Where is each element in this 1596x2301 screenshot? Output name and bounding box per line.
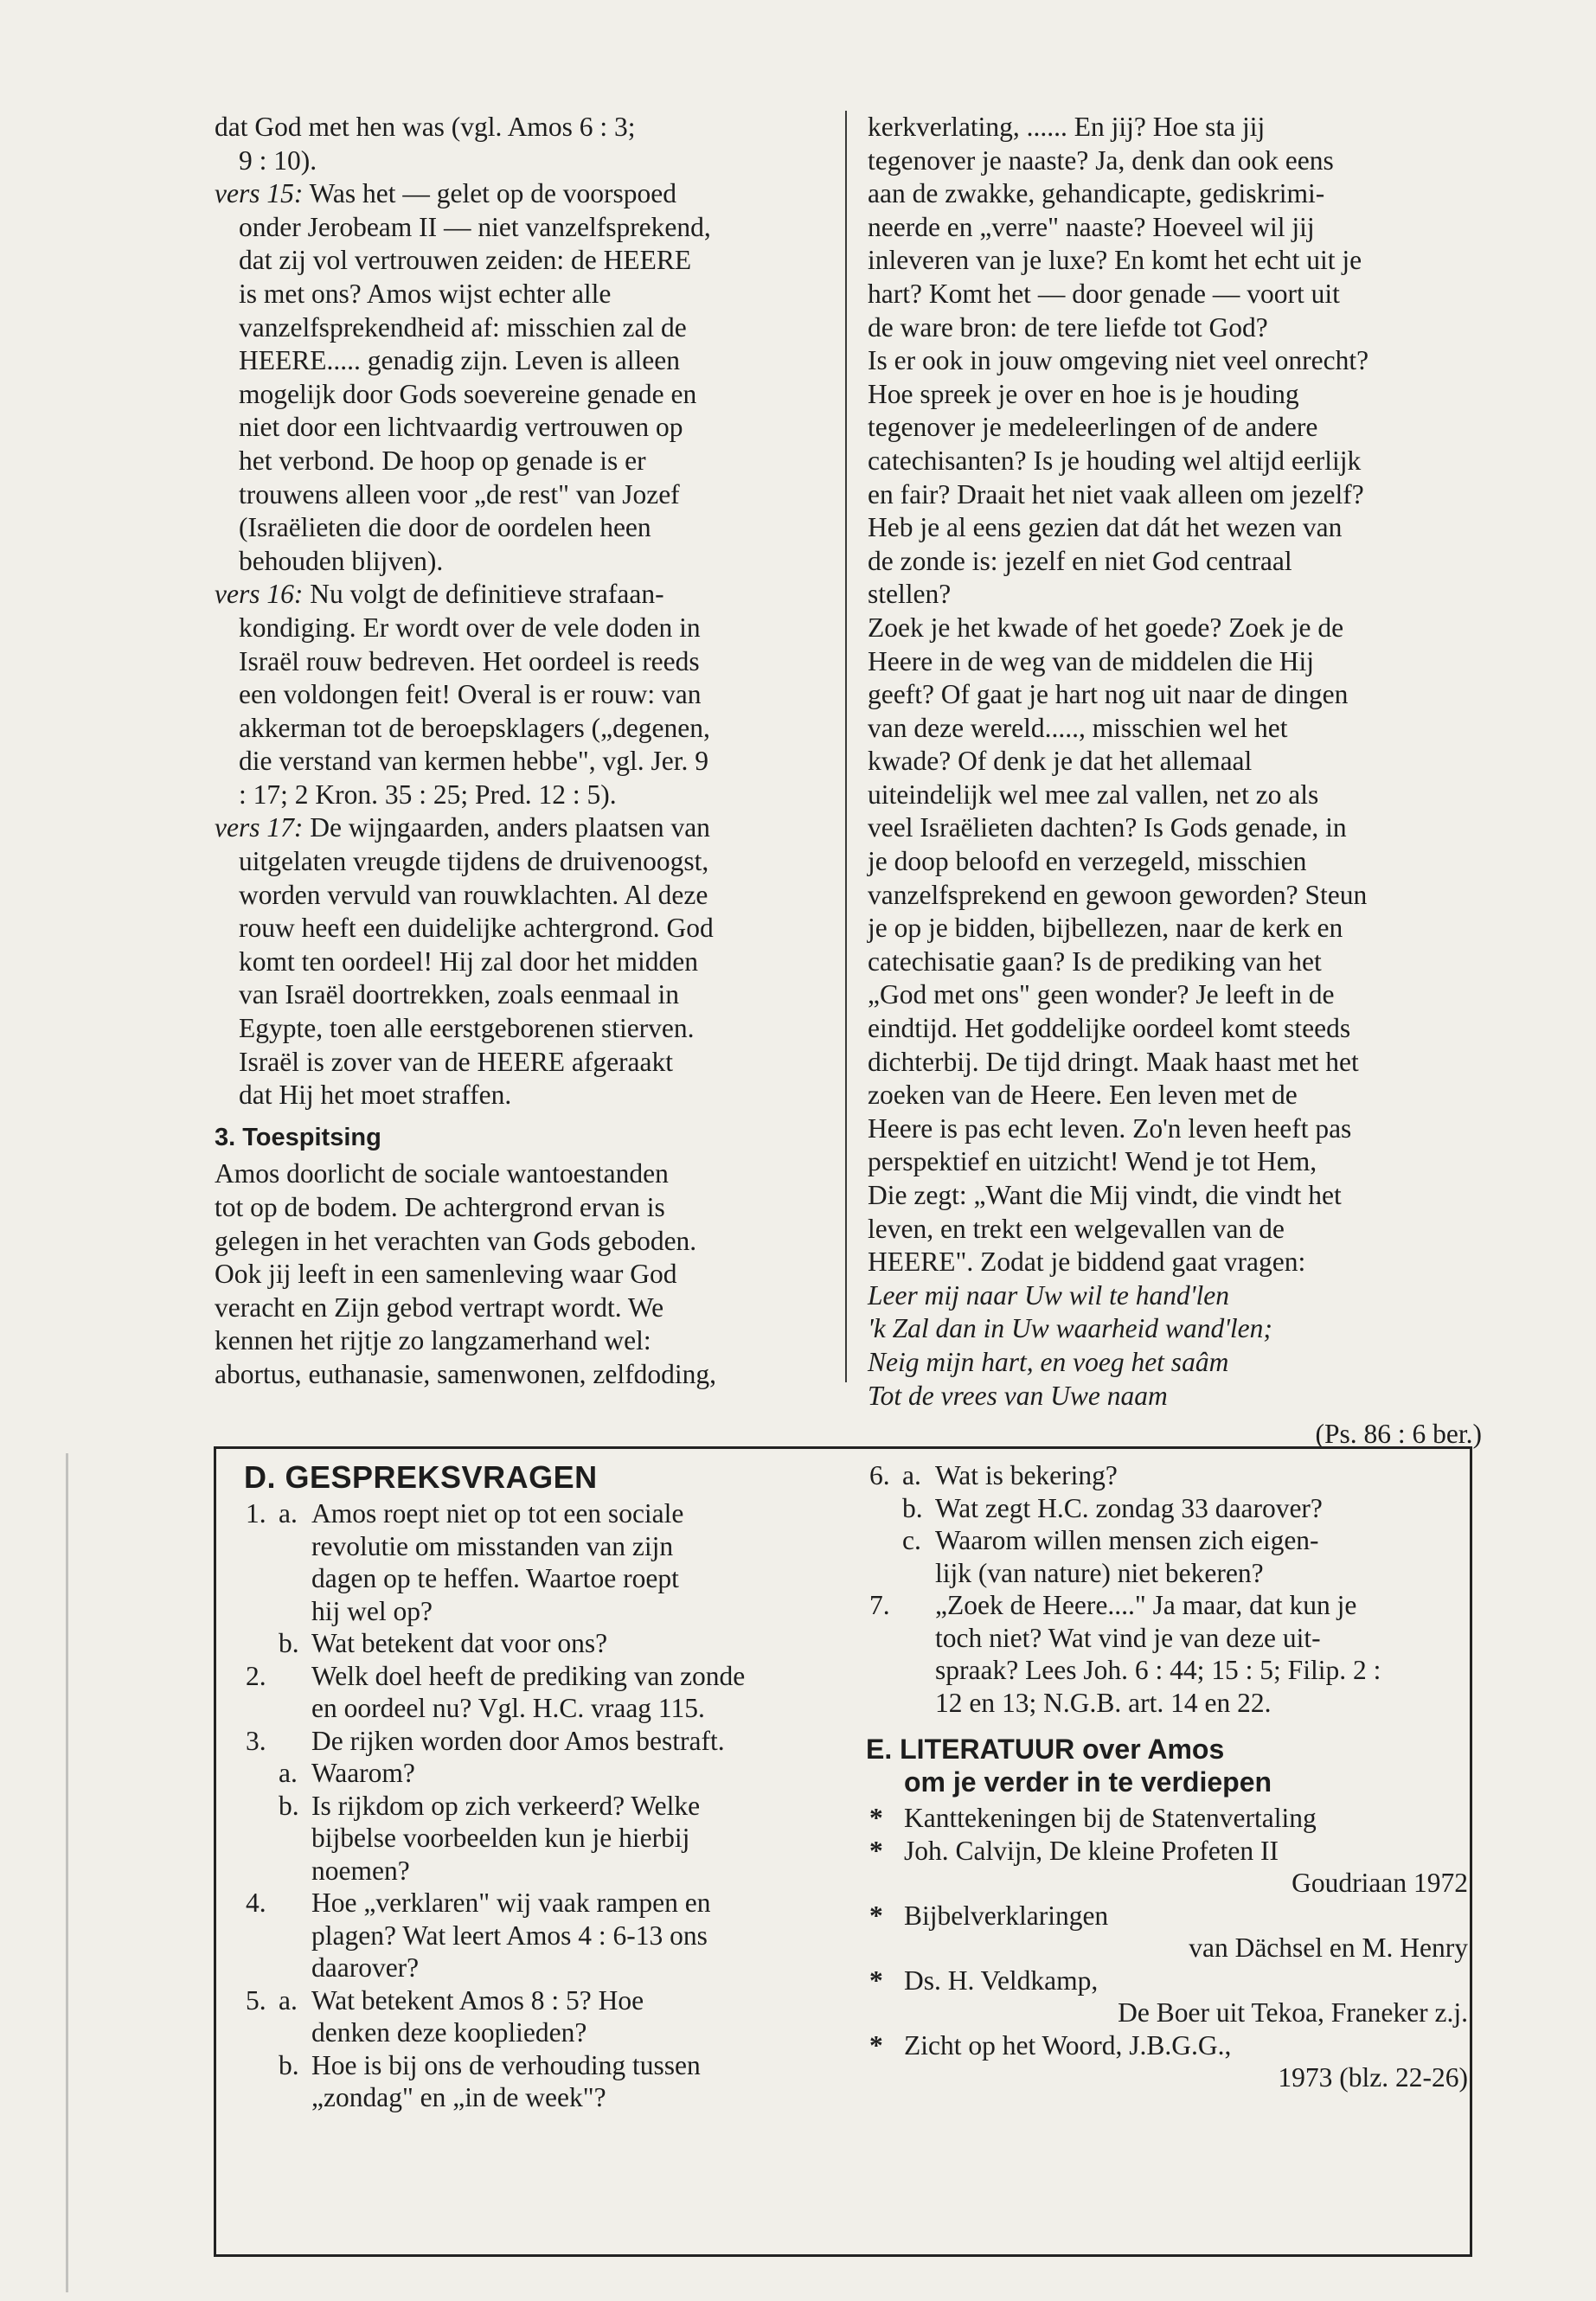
question-text: plagen? Wat leert Amos 4 : 6-13 ons: [311, 1920, 708, 1951]
poem-line: 'k Zal dan in Uw waarheid wand'len;: [868, 1313, 1272, 1344]
text-line: kennen het rijtje zo langzamerhand wel:: [215, 1325, 651, 1356]
question-text: Welk doel heeft de prediking van zonde: [311, 1660, 746, 1691]
text-line: catechisanten? Is je houding wel altijd eerlijk: [868, 445, 1362, 476]
question-text: Wat zegt H.C. zondag 33 daarover?: [935, 1492, 1323, 1523]
question-subletter: b.: [279, 1790, 299, 1821]
vers-label: vers 16:: [215, 579, 304, 610]
question-text: Wat is bekering?: [935, 1460, 1118, 1490]
text-line: stellen?: [868, 579, 952, 610]
question-text: spraak? Lees Joh. 6 : 44; 15 : 5; Filip. 2 :: [935, 1655, 1381, 1685]
question-text: Wat betekent dat voor ons?: [311, 1628, 608, 1658]
text-line: Egypte, toen alle eerstgeborenen stierven.: [239, 1013, 695, 1044]
text-line: behouden blijven).: [239, 545, 444, 576]
literature-text: Bijbelverklaringen: [904, 1900, 1109, 1931]
question-text: Hoe „verklaren" wij vaak rampen en: [311, 1888, 711, 1918]
text-line: Die zegt: „Want die Mij vindt, die vindt het: [868, 1180, 1342, 1210]
toespitsing-paragraph: [215, 1157, 859, 1391]
question-item: [216, 1984, 843, 2049]
text-line: een voldongen feit! Overal is er rouw: van: [239, 679, 702, 710]
question-item: [216, 1660, 843, 1725]
vers-16-paragraph: [215, 578, 859, 811]
text-line: veel Israëlieten dachten? Is Gods genade, in: [868, 812, 1347, 843]
text-line: Heere is pas echt leven. Zo'n leven heeft pas: [868, 1112, 1352, 1144]
question-subletter: a.: [279, 1984, 298, 2016]
text-line: Heb je al eens gezien dat dát het wezen van: [868, 512, 1343, 543]
poem-line: Neig mijn hart, en voeg het saâm: [868, 1346, 1229, 1377]
column-divider: [845, 111, 847, 1382]
poem-line: Leer mij naar Uw wil te hand'len: [868, 1279, 1229, 1311]
bullet-star: *: [869, 1803, 883, 1833]
text-line: het verbond. De hoop op genade is er: [239, 445, 646, 476]
question-text: Wat betekent Amos 8 : 5? Hoe: [311, 1984, 644, 2016]
question-number: 7.: [869, 1590, 890, 1620]
text-line: kerkverlating, ...... En jij? Hoe sta jij: [868, 112, 1266, 142]
literature-detail: van Dächsel en M. Henry: [1189, 1932, 1468, 1963]
text-line: neerde en „verre" naaste? Hoeveel wil jij: [868, 211, 1315, 242]
text-line: van Israël doortrekken, zoals eenmaal in: [239, 979, 680, 1010]
question-text: 12 en 13; N.G.B. art. 14 en 22.: [935, 1687, 1272, 1718]
title-line: E. LITERATUUR over Amos: [866, 1734, 1225, 1765]
bullet-star: *: [869, 1965, 883, 1996]
text-line: eindtijd. Het goddelijke oordeel komt steeds: [868, 1013, 1351, 1044]
question-text: bijbelse voorbeelden kun je hierbij: [311, 1823, 690, 1853]
text-line: : 17; 2 Kron. 35 : 25; Pred. 12 : 5).: [239, 779, 617, 810]
questions-box: [214, 1446, 1472, 2257]
bullet-star: *: [869, 2029, 883, 2061]
page-edge-line: [66, 1453, 68, 2292]
literature-detail: De Boer uit Tekoa, Franeker z.j.: [1118, 1997, 1468, 2028]
question-subletter: a.: [279, 1758, 298, 1788]
text-line: Israël rouw bedreven. Het oordeel is reeds: [239, 645, 700, 676]
text-line: vanzelfsprekend en gewoon geworden? Steun: [868, 879, 1368, 910]
text-line: Nu volgt de definitieve strafaan-: [303, 579, 664, 610]
text-line: tegenover je naaste? Ja, denk dan ook eens: [868, 144, 1334, 176]
psalm-quote: [868, 1279, 1482, 1413]
question-text: Waarom?: [311, 1758, 415, 1788]
question-item: [216, 1887, 843, 1984]
literature-detail: 1973 (blz. 22-26): [1278, 2062, 1468, 2093]
question-text: lijk (van nature) niet bekeren?: [935, 1557, 1264, 1588]
literature-item: [866, 1835, 1471, 1900]
question-item: [216, 1757, 843, 1790]
question-item: [216, 1725, 843, 1758]
question-number: 2.: [246, 1660, 266, 1691]
questions-left: [216, 1459, 843, 2114]
text-line: HEERE". Zodat je biddend gaat vragen:: [868, 1247, 1306, 1278]
question-text: Amos roept niet op tot een sociale: [311, 1498, 684, 1529]
text-line: kondiging. Er wordt over de vele doden in: [239, 612, 701, 643]
text-line: dat Hij het moet straffen.: [239, 1080, 512, 1111]
question-number: 5.: [246, 1984, 266, 2016]
question-text: hij wel op?: [311, 1595, 433, 1626]
text-line: Ook jij leeft in een samenleving waar God: [215, 1259, 677, 1290]
text-line: HEERE..... genadig zijn. Leven is alleen: [239, 345, 680, 376]
literature-text: Zicht op het Woord, J.B.G.G.,: [904, 2029, 1232, 2061]
bullet-star: *: [869, 1900, 883, 1931]
question-subletter: c.: [902, 1525, 921, 1555]
literature-text: Kanttekeningen bij de Statenvertaling: [904, 1803, 1317, 1833]
text-line: uiteindelijk wel mee zal vallen, net zo als: [868, 779, 1319, 810]
question-subletter: b.: [279, 1628, 299, 1658]
question-list: [866, 1459, 1471, 1719]
literature-item: [866, 1802, 1471, 1835]
text-line: komt ten oordeel! Hij zal door het midden: [239, 945, 698, 977]
question-text: denken deze kooplieden?: [311, 2017, 587, 2048]
question-item: [866, 1589, 1471, 1719]
text-line: (Israëlieten die door de oordelen heen: [239, 512, 651, 543]
text-line: van deze wereld....., misschien wel het: [868, 712, 1288, 743]
section-heading-toespitsing: 3. Toespitsing: [215, 1123, 381, 1151]
question-item: [866, 1524, 1471, 1589]
question-text: „zondag" en „in de week"?: [311, 2082, 606, 2112]
text-line: hart? Komt het — door genade — voort uit: [868, 278, 1340, 309]
literature-list: [866, 1802, 1471, 2094]
question-subletter: b.: [902, 1492, 923, 1523]
text-line: uitgelaten vreugde tijdens de druivenoogst,: [239, 846, 709, 877]
question-number: 1.: [246, 1498, 266, 1529]
text-line: Was het — gelet op de voorspoed: [303, 178, 677, 209]
question-item: [866, 1492, 1471, 1525]
literature-text: Joh. Calvijn, De kleine Profeten II: [904, 1835, 1279, 1866]
left-column: [215, 111, 859, 1392]
text-line: de zonde is: jezelf en niet God centraal: [868, 545, 1292, 576]
vers-15-paragraph: [215, 177, 859, 578]
vers-label: vers 17:: [215, 812, 304, 843]
question-text: dagen op te heffen. Waartoe roept: [311, 1563, 679, 1593]
text-line: 9 : 10).: [239, 144, 317, 176]
text-line: dichterbij. De tijd dringt. Maak haast met het: [868, 1046, 1359, 1077]
text-line: je doop beloofd en verzegeld, misschien: [868, 846, 1307, 877]
question-subletter: a.: [902, 1460, 921, 1490]
text-line: niet door een lichtvaardig vertrouwen op: [239, 412, 683, 443]
text-line: Is er ook in jouw omgeving niet veel onrecht?: [868, 345, 1369, 376]
question-text: „Zoek de Heere...." Ja maar, dat kun je: [935, 1590, 1357, 1620]
text-line: dat God met hen was (vgl. Amos 6 : 3;: [215, 112, 636, 142]
text-line: tegenover je medeleerlingen of de andere: [868, 412, 1318, 443]
literature-item: [866, 1900, 1471, 1965]
question-item: [216, 1627, 843, 1660]
question-item: [216, 2049, 843, 2114]
question-text: toch niet? Wat vind je van deze uit-: [935, 1622, 1321, 1653]
question-number: 6.: [869, 1460, 890, 1490]
text-line: Zoek je het kwade of het goede? Zoek je de: [868, 612, 1344, 643]
text-line: Hoe spreek je over en hoe is je houding: [868, 378, 1299, 409]
question-text: Hoe is bij ons de verhouding tussen: [311, 2049, 701, 2080]
text-line: de ware bron: de tere liefde tot God?: [868, 311, 1268, 343]
text-line: „God met ons" geen wonder? Je leeft in de: [868, 979, 1335, 1010]
text-line: De wijngaarden, anders plaatsen van: [303, 812, 710, 843]
text-line: geeft? Of gaat je hart nog uit naar de dingen: [868, 679, 1349, 710]
text-line: Heere in de weg van de middelen die Hij: [868, 645, 1315, 676]
question-text: revolutie om misstanden van zijn: [311, 1530, 674, 1561]
literature-detail: Goudriaan 1972: [1292, 1868, 1468, 1898]
right-column: [868, 111, 1482, 1452]
question-item: [866, 1459, 1471, 1492]
question-list: [216, 1497, 843, 2114]
question-text: en oordeel nu? Vgl. H.C. vraag 115.: [311, 1693, 705, 1723]
text-line: gelegen in het verachten van Gods geboden.: [215, 1225, 697, 1256]
bullet-star: *: [869, 1835, 883, 1866]
question-text: Is rijkdom op zich verkeerd? Welke: [311, 1790, 701, 1821]
literature-text: Ds. H. Veldkamp,: [904, 1965, 1099, 1996]
questions-right: [866, 1459, 1471, 2094]
psalm-reference: (Ps. 86 : 6 ber.): [1315, 1419, 1482, 1450]
literatuur-title: [866, 1733, 1471, 1798]
text-line: aan de zwakke, gehandicapte, gediskrimi-: [868, 178, 1325, 209]
text-line: kwade? Of denk je dat het allemaal: [868, 746, 1253, 777]
text-line: veracht en Zijn gebod vertrapt wordt. We: [215, 1292, 664, 1323]
text-line: die verstand van kermen hebbe", vgl. Jer. 9: [239, 746, 708, 777]
text-line: trouwens alleen voor „de rest" van Jozef: [239, 478, 680, 510]
question-text: Waarom willen mensen zich eigen-: [935, 1525, 1319, 1555]
text-line: rouw heeft een duidelijke achtergrond. God: [239, 913, 714, 944]
text-line: akkerman tot de beroepsklagers („degenen,: [239, 712, 710, 743]
text-line: catechisatie gaan? Is de prediking van het: [868, 945, 1322, 977]
text-line: is met ons? Amos wijst echter alle: [239, 278, 612, 309]
text-line: leven, en trekt een welgevallen van de: [868, 1213, 1285, 1244]
question-text: daarover?: [311, 1952, 420, 1983]
text-line: mogelijk door Gods soevereine genade en: [239, 378, 697, 409]
text-line: tot op de bodem. De achtergrond ervan is: [215, 1192, 665, 1222]
title-line: om je verder in te verdiepen: [904, 1766, 1272, 1798]
question-text: noemen?: [311, 1855, 410, 1886]
text-line: perspektief en uitzicht! Wend je tot Hem,: [868, 1146, 1317, 1177]
gespreksvragen-title: D. GESPREKSVRAGEN: [244, 1459, 598, 1495]
text-line: abortus, euthanasie, samenwonen, zelfdoding,: [215, 1358, 716, 1389]
text-line: vanzelfsprekendheid af: misschien zal de: [239, 311, 687, 343]
text-line: en fair? Draait het niet vaak alleen om jezelf?: [868, 478, 1364, 510]
right-paragraph: [868, 111, 1482, 1279]
question-text: De rijken worden door Amos bestraft.: [311, 1725, 725, 1756]
question-subletter: a.: [279, 1498, 298, 1529]
question-item: [216, 1497, 843, 1627]
text-line: Amos doorlicht de sociale wantoestanden: [215, 1158, 669, 1189]
text-line: onder Jerobeam II — niet vanzelfsprekend,: [239, 211, 711, 242]
text-line: zoeken van de Heere. Een leven met de: [868, 1080, 1298, 1111]
poem-line: Tot de vrees van Uwe naam: [868, 1380, 1168, 1411]
literature-item: [866, 1965, 1471, 2029]
question-item: [216, 1790, 843, 1888]
question-subletter: b.: [279, 2049, 299, 2080]
literature-item: [866, 2029, 1471, 2094]
text-line: worden vervuld van rouwklachten. Al deze: [239, 879, 708, 910]
question-number: 4.: [246, 1888, 266, 1918]
vers-17-paragraph: [215, 811, 859, 1112]
text-line: dat zij vol vertrouwen zeiden: de HEERE: [239, 245, 692, 276]
intro-paragraph: [215, 111, 859, 177]
text-line: Israël is zover van de HEERE afgeraakt: [239, 1046, 674, 1077]
vers-label: vers 15:: [215, 178, 304, 209]
text-line: je op je bidden, bijbellezen, naar de kerk en: [868, 913, 1343, 944]
text-line: inleveren van je luxe? En komt het echt uit je: [868, 245, 1362, 276]
question-number: 3.: [246, 1725, 266, 1756]
